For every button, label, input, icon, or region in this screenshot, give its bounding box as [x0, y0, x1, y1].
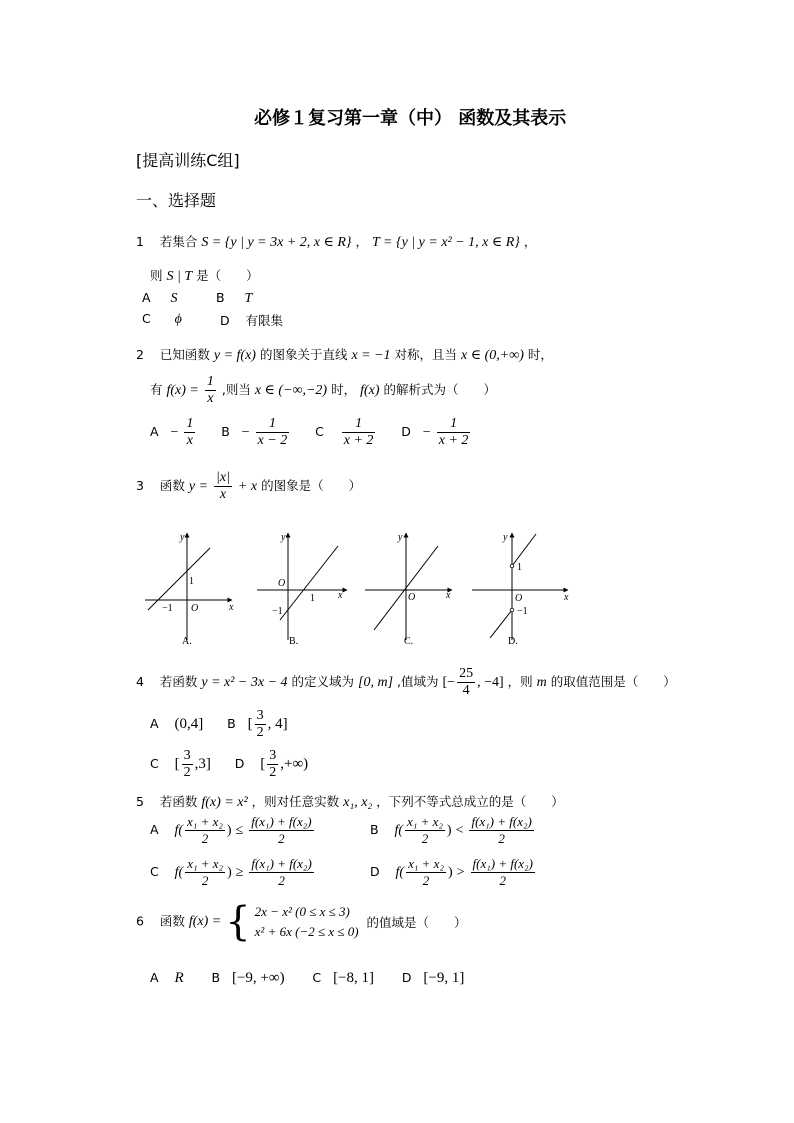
q4-number: 4: [136, 674, 144, 689]
subtitle: [提高训练C组]: [136, 151, 240, 170]
q3-end: 的图象是（ ）: [261, 478, 362, 493]
graph-a-line: [148, 548, 210, 610]
q3-frac-num: |x|: [216, 470, 230, 485]
page-title: 必修１复习第一章（中） 函数及其表示: [254, 108, 567, 129]
graph-d-lower-ray: [490, 610, 512, 638]
q6-case-2: x² + 6x (−2 ≤ x ≤ 0): [254, 924, 359, 939]
q4-option-d-fraction: [267, 748, 278, 781]
q1-option-c: [142, 311, 182, 328]
question-4-line1: [136, 666, 676, 699]
q4-c-b: ,3]: [194, 756, 211, 772]
question-1-line1: [136, 232, 536, 251]
q6-fn: f(x) =: [188, 914, 222, 929]
q4-range-fraction: [457, 666, 475, 699]
graph-a-tick-1: 1: [189, 576, 194, 587]
q5-c-right-fraction: [249, 856, 313, 889]
q2-l2c: 时，: [331, 382, 357, 397]
q6-brace: {: [225, 899, 251, 945]
q2-b-den: x − 2: [257, 433, 288, 448]
graph-b-origin: O: [278, 578, 286, 589]
q3-fraction: [214, 470, 232, 503]
graph-d-upper-ray: [512, 534, 536, 566]
q5-d-rden: 2: [499, 873, 506, 888]
q5-b-lnum: x₁ + x₂: [407, 814, 443, 829]
q2-c-num: 1: [342, 416, 376, 433]
graph-a-x-label: x: [229, 602, 234, 613]
q1-option-a-value: S: [170, 291, 178, 306]
q4-mid2: ,值域为: [397, 674, 439, 689]
q2-end: 时，: [527, 347, 553, 362]
q6-option-d-value: [−9, 1]: [423, 970, 465, 986]
q1-option-b-label: B: [216, 290, 225, 305]
q5-option-a-label: A: [150, 822, 159, 837]
q5-end: ，下列不等式总成立的是（ ）: [376, 794, 564, 809]
q4-mid3: ，则: [507, 674, 533, 689]
q3-frac-den: x: [219, 487, 227, 502]
q5-stem: 若函数: [159, 794, 198, 809]
q2-l2b: ,则当: [221, 382, 251, 397]
q5-b-lden: 2: [421, 831, 429, 846]
graph-c-y-label: y: [398, 532, 403, 543]
q1-option-a: [142, 290, 177, 307]
q1-line2-math: S | T: [166, 269, 193, 284]
q4-range-den: 4: [462, 683, 470, 698]
q1-option-b-value: T: [244, 291, 253, 306]
q5-a-close: ): [226, 823, 232, 838]
q6-option-b-label: B: [211, 970, 221, 985]
q4-b-den: 2: [256, 725, 264, 740]
graph-d-y-label: y: [503, 532, 508, 543]
q5-d-close: ): [447, 865, 453, 880]
q5-c-lnum: x₁ + x₂: [187, 856, 224, 871]
q4-range-num: 25: [459, 666, 474, 681]
q1-line2-tail: 是（ ）: [196, 268, 259, 283]
q4-d-a: [: [260, 756, 266, 772]
q4-b-num: 3: [256, 708, 264, 723]
q4-option-c-fraction: [182, 748, 193, 781]
q2-mid2: 对称，且当: [394, 347, 458, 362]
question-3-line1: [136, 470, 361, 503]
q2-frac-den: x: [207, 391, 214, 406]
q2-option-a-fraction: [184, 416, 195, 449]
q5-a-lden: 2: [201, 831, 209, 846]
graph-a-y-label: y: [180, 532, 185, 543]
q5-a-rnum: f(x₁) + f(x₂): [251, 814, 312, 829]
q5-option-b: [370, 814, 536, 847]
q4-option-b-fraction: [255, 708, 266, 741]
graph-d-x-label: x: [564, 592, 569, 603]
q2-a-den: x: [186, 433, 193, 448]
question-5-line1: [136, 792, 564, 811]
graph-b-line: [280, 546, 338, 620]
q6-case-1: 2x − x² (0 ≤ x ≤ 3): [254, 904, 350, 919]
q1-option-d-label: D: [220, 313, 230, 328]
q2-number: 2: [136, 347, 144, 362]
q1-option-a-label: A: [142, 290, 151, 305]
q5-d-operator: >: [456, 865, 465, 880]
q3-number: 3: [136, 478, 144, 493]
graph-b-y-label: y: [281, 532, 286, 543]
q6-option-c-value: [−8, 1]: [333, 970, 375, 986]
q4-mid: 的定义域为: [291, 674, 355, 689]
q5-d-right-fraction: [471, 856, 535, 889]
q2-fx: f(x) =: [166, 383, 199, 398]
q5-c-close: ): [227, 865, 232, 880]
q4-stem: 若函数: [159, 674, 198, 689]
q4-option-a-value: (0,4]: [174, 716, 204, 732]
q6-option-d-label: D: [401, 970, 412, 985]
graph-a: [145, 532, 234, 647]
q1-sep: ，: [355, 234, 369, 249]
q2-option-a-label: A: [150, 424, 159, 439]
graph-d-origin: O: [515, 593, 523, 604]
q6-options: [150, 970, 464, 987]
graph-a-label: A.: [182, 636, 192, 647]
q5-option-d: [370, 856, 537, 889]
q1-option-c-value: ϕ: [174, 312, 182, 327]
q1-set-t: T = {y | y = x² − 1, x ∈ R}: [372, 235, 520, 250]
q4-option-c-label: C: [150, 756, 159, 771]
q3-lhs: y =: [188, 479, 209, 494]
q5-d-lnum: x₁ + x₂: [408, 856, 444, 871]
q5-b-operator: <: [455, 823, 464, 838]
q5-number: 5: [136, 794, 144, 809]
q2-mid: 的图象关于直线: [259, 347, 348, 362]
q2-a-sign: −: [170, 425, 179, 440]
q6-option-a-value: R: [174, 970, 184, 986]
q5-option-d-label: D: [370, 864, 380, 879]
q2-fx2: f(x): [360, 383, 380, 398]
q2-d-den: x + 2: [438, 433, 469, 448]
graph-d: [472, 532, 569, 647]
q2-fraction: [205, 374, 216, 407]
q3-graphs: [140, 528, 580, 650]
q5-d-f: f(: [395, 865, 405, 880]
q2-option-d-fraction: [437, 416, 471, 449]
q5-b-close: ): [446, 823, 452, 838]
q4-c-den: 2: [183, 765, 191, 780]
q2-option-b-fraction: [256, 416, 290, 449]
q5-c-rnum: f(x₁) + f(x₂): [251, 856, 312, 871]
q5-option-b-label: B: [370, 822, 379, 837]
q2-option-d-label: D: [401, 424, 411, 439]
graph-d-tick-neg1: −1: [517, 606, 528, 617]
q6-option-c-label: C: [312, 970, 322, 985]
graph-d-open-point-top: [510, 564, 514, 568]
q1-number: 1: [136, 234, 144, 249]
q5-a-left-fraction: [185, 814, 225, 847]
q5-c-operator: ≥: [235, 865, 244, 880]
q3-rhs: + x: [237, 479, 258, 494]
q5-c-rden: 2: [278, 873, 285, 888]
q2-l2d: 的解析式为（ ）: [383, 382, 497, 397]
q1-stem: 若集合: [159, 234, 198, 249]
graph-c-x-label: x: [446, 590, 451, 601]
question-2-line1: [136, 345, 553, 364]
graph-b-x-label: x: [338, 590, 343, 601]
q1-option-d-value: 有限集: [245, 313, 284, 328]
q4-range-a: [−: [442, 675, 456, 690]
q5-fn: f(x) = x²: [201, 795, 248, 810]
q4-d-num: 3: [269, 748, 277, 763]
q1-option-c-label: C: [142, 311, 151, 326]
q2-option-c-label: C: [315, 424, 324, 439]
q5-d-lden: 2: [422, 873, 430, 888]
q4-options-row1: [150, 708, 288, 741]
q4-options-row2: [150, 748, 308, 781]
q6-option-a-label: A: [150, 970, 159, 985]
q5-option-c: [150, 856, 316, 889]
graph-c: [365, 532, 452, 647]
question-1-line2: [150, 266, 259, 285]
q6-cases: [255, 902, 359, 942]
q5-b-right-fraction: [469, 814, 533, 847]
q4-b-b: , 4]: [267, 716, 288, 732]
q4-fn: y = x² − 3x − 4: [201, 675, 288, 690]
q4-option-b-label: B: [227, 716, 236, 731]
q5-c-f: f(: [174, 865, 184, 880]
q3-stem: 函数: [159, 478, 185, 493]
q2-option-c-fraction: [342, 416, 376, 449]
q1-option-b: [216, 290, 252, 307]
graph-a-origin: O: [191, 603, 199, 614]
q5-c-left-fraction: [185, 856, 225, 889]
section-heading: 一、选择题: [136, 191, 217, 210]
q2-d-sign: −: [422, 425, 431, 440]
q5-a-f: f(: [174, 823, 184, 838]
graph-c-label: C.: [404, 636, 414, 647]
q2-d-num: 1: [437, 416, 471, 433]
graph-c-origin: O: [408, 592, 416, 603]
q6-option-b-value: [−9, +∞): [231, 970, 285, 986]
q2-line: x = −1: [351, 348, 391, 363]
q2-fn: y = f(x): [213, 348, 256, 363]
q5-b-rnum: f(x₁) + f(x₂): [471, 814, 532, 829]
q4-end: 的取值范围是（ ）: [550, 674, 676, 689]
q5-b-rden: 2: [498, 831, 505, 846]
q4-b-a: [: [247, 716, 253, 732]
q2-options: [150, 416, 472, 449]
q2-stem: 已知函数: [159, 347, 210, 362]
q4-d-den: 2: [269, 765, 277, 780]
q2-frac-num: 1: [206, 374, 214, 389]
graph-a-tick-neg1: −1: [162, 603, 173, 614]
q2-b-sign: −: [241, 425, 250, 440]
q5-mid: ，则对任意实数: [251, 794, 340, 809]
q4-range-b: , −4]: [477, 675, 504, 690]
q5-b-f: f(: [394, 823, 404, 838]
q5-a-lnum: x₁ + x₂: [187, 814, 223, 829]
q4-c-a: [: [174, 756, 180, 772]
graph-d-open-point-bottom: [510, 608, 514, 612]
q4-option-d-label: D: [234, 756, 245, 771]
graph-b-tick-neg1: −1: [272, 606, 283, 617]
graph-b-tick-1: 1: [310, 593, 315, 604]
q5-b-left-fraction: [405, 814, 445, 847]
q6-number: 6: [136, 913, 144, 929]
q4-option-a-label: A: [150, 716, 159, 731]
q2-l2a: 有: [150, 382, 163, 397]
q5-a-operator: ≤: [235, 823, 244, 838]
q2-b-num: 1: [256, 416, 290, 433]
q4-c-num: 3: [183, 748, 191, 763]
q1-option-d: [220, 311, 283, 329]
question-6-line1: [136, 899, 467, 945]
q5-vars: x₁, x₂: [343, 795, 373, 810]
q2-cond: x ∈ (0,+∞): [461, 348, 524, 363]
q1-line2-prefix: 则: [150, 268, 163, 283]
q2-a-num: 1: [186, 416, 194, 431]
q5-a-right-fraction: [249, 814, 313, 847]
q4-m: m: [536, 675, 547, 690]
q6-stem: 函数: [159, 913, 185, 929]
q5-d-left-fraction: [406, 856, 446, 889]
q5-d-rnum: f(x₁) + f(x₂): [472, 856, 533, 871]
q5-c-lden: 2: [201, 873, 209, 888]
q5-a-rden: 2: [278, 831, 285, 846]
q4-domain: [0, m]: [358, 675, 394, 690]
q6-end: 的值域是（ ）: [366, 915, 467, 930]
q2-option-b-label: B: [221, 424, 230, 439]
graph-d-tick-1: 1: [517, 562, 522, 573]
q1-end: ，: [523, 234, 537, 249]
graph-b: [257, 532, 347, 647]
q1-set-s: S = {y | y = 3x + 2, x ∈ R}: [201, 235, 352, 250]
graph-d-label: D.: [508, 636, 518, 647]
q4-d-b: ,+∞): [280, 756, 309, 772]
q2-cond2: x ∈ (−∞,−2): [254, 383, 328, 398]
question-2-line2: [150, 374, 496, 407]
graph-b-label: B.: [289, 636, 299, 647]
q2-c-den: x + 2: [343, 433, 374, 448]
q5-option-a: [150, 814, 316, 847]
q5-option-c-label: C: [150, 864, 159, 879]
